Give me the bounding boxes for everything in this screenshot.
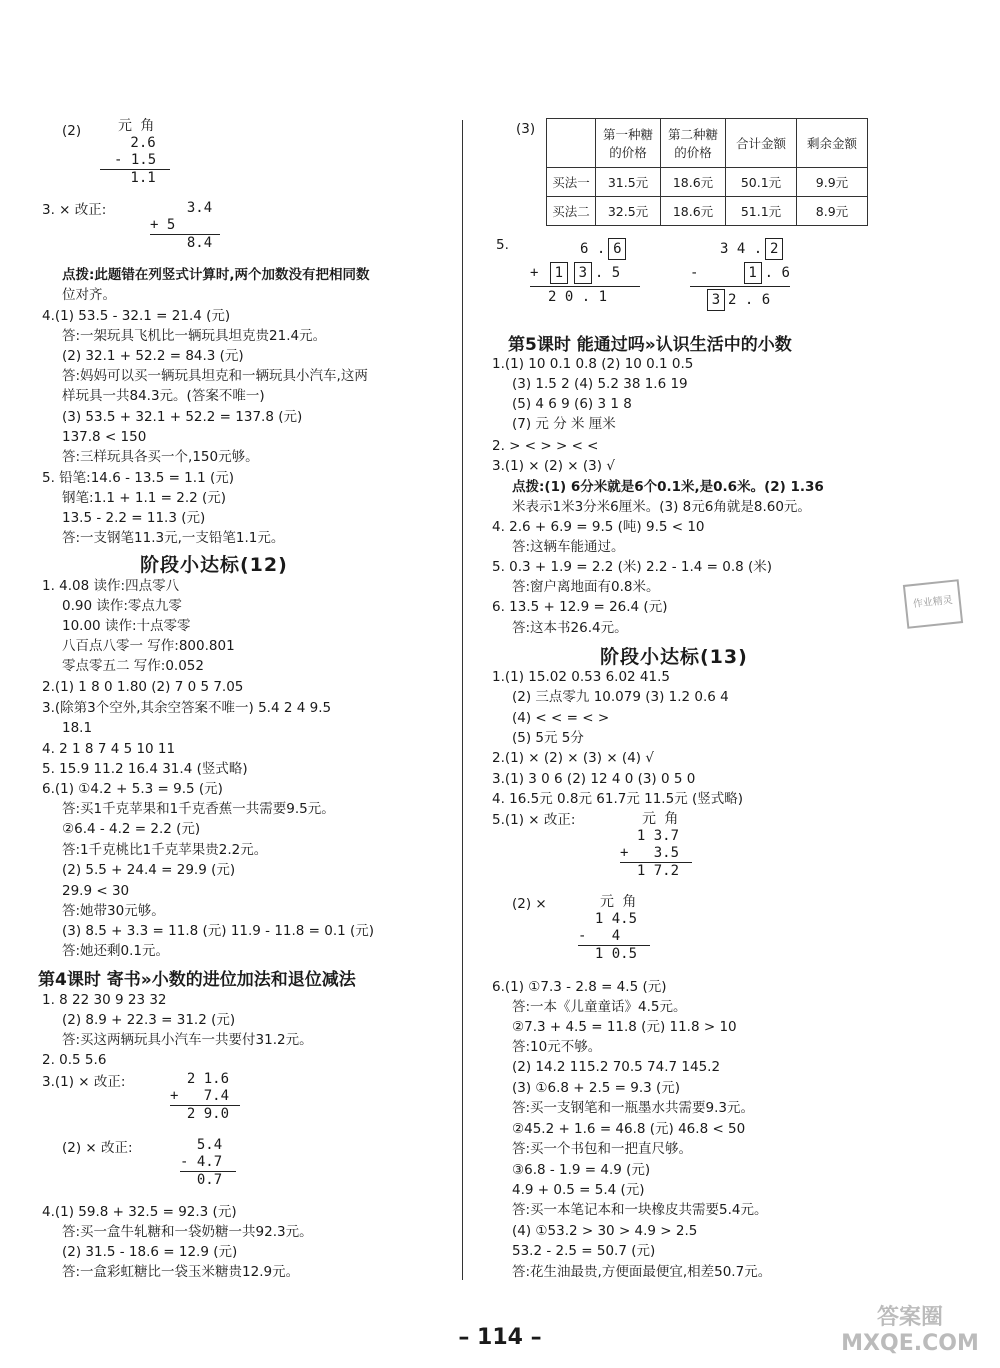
calc-result: 1 0.5 (578, 945, 650, 963)
answer-line: 答:她还剩0.1元。 (62, 943, 170, 959)
table-cell: 买法一 (547, 168, 596, 197)
calc-result: 1.1 (100, 169, 170, 187)
table-row (547, 168, 868, 197)
answer-line: 答:买一盒牛轧糖和一袋奶糖一共92.3元。 (62, 1224, 313, 1240)
answer-line: (2) 32.1 + 52.2 = 84.3 (元) (62, 348, 244, 364)
answer-line: (2) 5.5 + 24.4 = 29.9 (元) (62, 862, 236, 878)
lesson-heading: 第5课时 能通过吗»认识生活中的小数 (508, 335, 792, 355)
answer-line: (3) 8.5 + 3.3 = 11.8 (元) 11.9 - 11.8 = 0.1 (元) (62, 923, 375, 939)
calc-header: 元 角 (600, 894, 637, 910)
answer-line: 2. > < > > < < (492, 438, 599, 454)
blank-box: 3 (707, 289, 725, 311)
answer-line: 1.(1) 10 0.1 0.8 (2) 10 0.1 0.5 (492, 356, 694, 372)
vertical-calc (620, 811, 692, 880)
answer-line: (4) ①53.2 > 30 > 4.9 > 2.5 (512, 1223, 698, 1239)
answer-line: (7) 元 分 米 厘米 (512, 416, 616, 432)
stamp-logo: 作业精灵 (903, 579, 963, 629)
answer-line: 钢笔:1.1 + 1.1 = 2.2 (元) (62, 490, 227, 506)
answer-line: 2. 0.5 5.6 (42, 1052, 107, 1068)
calc-row: - 4 (578, 928, 621, 944)
answer-line: 3.(1) 3 0 6 (2) 12 4 0 (3) 0 5 0 (492, 771, 696, 787)
answer-line: 3.(除第3个空外,其余空答案不唯一) 5.4 2 4 9.5 (42, 700, 332, 716)
answer-line: (2) 31.5 - 18.6 = 12.9 (元) (62, 1244, 238, 1260)
calc-digits: 6 . (580, 241, 606, 257)
answer-line: 5. 铅笔:14.6 - 13.5 = 1.1 (元) (42, 470, 234, 486)
calc-row: - 1.5 (114, 152, 157, 168)
answer-line: 答:花生油最贵,方便面最便宜,相差50.7元。 (512, 1264, 772, 1280)
answer-line: (2) 8.9 + 22.3 = 31.2 (元) (62, 1012, 236, 1028)
tip-line: 米表示1米3分米6厘米。(3) 8元6角就是8.60元。 (512, 499, 811, 515)
answer-line: ②45.2 + 1.6 = 46.8 (元) 46.8 < 50 (512, 1121, 746, 1137)
answer-line: 6.(1) ①7.3 - 2.8 = 4.5 (元) (492, 979, 667, 995)
answer-line: 1. 8 22 30 9 23 32 (42, 992, 167, 1008)
calc-row: 1 3.7 (620, 828, 680, 844)
vertical-calc (578, 894, 650, 963)
answer-line: (3) 53.5 + 32.1 + 52.2 = 137.8 (元) (62, 409, 303, 425)
answer-line: 4. 16.5元 0.8元 61.7元 11.5元 (竖式略) (492, 791, 744, 807)
answer-line: 5. 0.3 + 1.9 = 2.2 (米) 2.2 - 1.4 = 0.8 (米) (492, 559, 773, 575)
price-table (546, 118, 868, 226)
calc-digits: 2 . 6 (728, 292, 771, 308)
calc-row: + 3.5 (620, 845, 680, 861)
vertical-calc (180, 1137, 236, 1189)
calc-digits: 3 4 . (720, 241, 763, 257)
table-cell: 32.5元 (596, 197, 661, 226)
calc-header: 元 角 (118, 118, 155, 134)
answer-line: 答:这辆车能通过。 (512, 539, 625, 555)
table-cell (547, 119, 596, 168)
table-cell: 第一种糖的价格 (596, 119, 661, 168)
answer-line: 答:买一本笔记本和一块橡皮共需要5.4元。 (512, 1202, 768, 1218)
table-cell: 51.1元 (726, 197, 797, 226)
table-header-row (547, 119, 868, 168)
answer-line: 2.(1) × (2) × (3) × (4) √ (492, 750, 654, 766)
answer-line: 答:1千克桃比1千克苹果贵2.2元。 (62, 842, 268, 858)
operator: - (690, 265, 699, 281)
table-cell: 合计金额 (726, 119, 797, 168)
answer-line: 3.(1) × 改正: (42, 1074, 126, 1090)
table-cell: 31.5元 (596, 168, 661, 197)
item-label: 5. (496, 237, 509, 253)
calc-digits: . 6 (764, 265, 790, 281)
answer-line: (2) × (512, 896, 547, 912)
table-cell: 9.9元 (797, 168, 868, 197)
answer-line: 137.8 < 150 (62, 429, 147, 445)
answer-line: (3) 1.5 2 (4) 5.2 38 1.6 19 (512, 376, 688, 392)
answer-line: (5) 5元 5分 (512, 730, 584, 746)
calc-result: 1 7.2 (620, 862, 692, 880)
calc-row: + 7.4 (170, 1088, 230, 1104)
blank-box: 1 (550, 262, 568, 284)
table-cell: 第二种糖的价格 (661, 119, 726, 168)
section-heading: 阶段小达标(12) (140, 554, 288, 576)
answer-line: 答:一本《儿童童话》4.5元。 (512, 999, 687, 1015)
box-calc-a (530, 238, 640, 306)
answer-line: 53.2 - 2.5 = 50.7 (元) (512, 1243, 656, 1259)
answer-line: 6.(1) ①4.2 + 5.3 = 9.5 (元) (42, 781, 223, 797)
answer-line: 3.(1) × (2) × (3) √ (492, 458, 615, 474)
table-cell: 18.6元 (661, 168, 726, 197)
lesson-heading: 第4课时 寄书»小数的进位加法和退位减法 (38, 970, 356, 990)
tip-line: 位对齐。 (62, 287, 116, 303)
calc-row: - 4.7 (180, 1154, 223, 1170)
calc-result: 8.4 (150, 234, 220, 252)
answer-line: 4.(1) 59.8 + 32.5 = 92.3 (元) (42, 1204, 237, 1220)
answer-line: 答:10元不够。 (512, 1039, 602, 1055)
answer-line: 4.9 + 0.5 = 5.4 (元) (512, 1182, 645, 1198)
answer-line: 答:她带30元够。 (62, 903, 165, 919)
answer-line: 6. 13.5 + 12.9 = 26.4 (元) (492, 599, 668, 615)
answer-line: 零点零五二 写作:0.052 (62, 658, 204, 674)
calc-header: 元 角 (642, 811, 679, 827)
blank-box: 3 (574, 262, 592, 284)
tip-line: 点拨:(1) 6分米就是6个0.1米,是0.6米。(2) 1.36 (512, 479, 824, 495)
answer-line: 答:三样玩具各买一个,150元够。 (62, 449, 259, 465)
answer-line: 13.5 - 2.2 = 11.3 (元) (62, 510, 206, 526)
calc-digits: . 5 (594, 265, 621, 281)
operator: + (530, 265, 539, 281)
answer-line: 18.1 (62, 720, 93, 736)
answer-line: 答:一架玩具飞机比一辆玩具坦克贵21.4元。 (62, 328, 327, 344)
calc-result: 0.7 (180, 1171, 236, 1189)
calc-result: 2 9.0 (170, 1105, 240, 1123)
calc-row: 1 4.5 (578, 911, 638, 927)
answer-line: 答:买1千克苹果和1千克香蕉一共需要9.5元。 (62, 801, 335, 817)
column-divider (462, 120, 463, 1280)
table-cell: 剩余金额 (797, 119, 868, 168)
answer-line: 4.(1) 53.5 - 32.1 = 21.4 (元) (42, 308, 231, 324)
blank-box: 1 (744, 262, 762, 284)
answer-line: 0.90 读作:零点九零 (62, 598, 182, 614)
vertical-calc (100, 118, 170, 187)
answer-line: 10.00 读作:十点零零 (62, 618, 191, 634)
answer-line: 5.(1) × 改正: (492, 812, 576, 828)
table-row (547, 197, 868, 226)
answer-line: (4) < < = < > (512, 710, 610, 726)
vertical-calc (150, 200, 220, 252)
watermark-logo: 答案圈 MXQE.COM (841, 1305, 979, 1356)
answer-line: 答:妈妈可以买一辆玩具坦克和一辆玩具小汽车,这两 (62, 368, 368, 384)
blank-box: 6 (608, 238, 626, 260)
answer-line: 样玩具一共84.3元。(答案不唯一) (62, 388, 265, 404)
blank-box: 2 (765, 238, 783, 260)
calc-row: + 5 (150, 217, 176, 233)
answer-line: (2) × 改正: (62, 1140, 133, 1156)
answer-line: 29.9 < 30 (62, 883, 130, 899)
calc-row: 3.4 (170, 200, 213, 216)
tip-line: 点拨:此题错在列竖式计算时,两个加数没有把相同数 (62, 267, 370, 283)
answer-line: ②7.3 + 4.5 = 11.8 (元) 11.8 > 10 (512, 1019, 737, 1035)
table-cell: 18.6元 (661, 197, 726, 226)
answer-line: 八百点八零一 写作:800.801 (62, 638, 235, 654)
vertical-calc (170, 1071, 240, 1123)
box-calc-b (690, 238, 790, 311)
answer-line: 答:这本书26.4元。 (512, 620, 628, 636)
calc-row: 5.4 (180, 1137, 223, 1153)
answer-line: 3. × 改正: (42, 202, 107, 218)
table-cell: 8.9元 (797, 197, 868, 226)
answer-line: 4. 2 1 8 7 4 5 10 11 (42, 741, 176, 757)
answer-line: 1.(1) 15.02 0.53 6.02 41.5 (492, 669, 670, 685)
answer-line: 答:买一支钢笔和一瓶墨水共需要9.3元。 (512, 1100, 755, 1116)
answer-line: 4. 2.6 + 6.9 = 9.5 (吨) 9.5 < 10 (492, 519, 705, 535)
answer-line: 1. 4.08 读作:四点零八 (42, 578, 180, 594)
table-cell: 50.1元 (726, 168, 797, 197)
answer-line: 答:窗户离地面有0.8米。 (512, 579, 660, 595)
item-label: (3) (516, 121, 536, 137)
page-number: – 114 – (458, 1325, 542, 1350)
answer-line: 5. 15.9 11.2 16.4 31.4 (竖式略) (42, 761, 248, 777)
answer-line: 答:一支钢笔11.3元,一支铅笔1.1元。 (62, 530, 285, 546)
answer-line: 2.(1) 1 8 0 1.80 (2) 7 0 5 7.05 (42, 679, 244, 695)
answer-line: 答:买这两辆玩具小汽车一共要付31.2元。 (62, 1032, 313, 1048)
answer-line: ③6.8 - 1.9 = 4.9 (元) (512, 1162, 651, 1178)
answer-line: ②6.4 - 4.2 = 2.2 (元) (62, 821, 201, 837)
table-cell: 买法二 (547, 197, 596, 226)
section-heading: 阶段小达标(13) (600, 646, 748, 668)
calc-row: 2.6 (122, 135, 156, 151)
item-label: (2) (62, 123, 82, 139)
answer-line: (2) 14.2 115.2 70.5 74.7 145.2 (512, 1059, 721, 1075)
answer-line: (5) 4 6 9 (6) 3 1 8 (512, 396, 632, 412)
answer-line: (2) 三点零九 10.079 (3) 1.2 0.6 4 (512, 689, 729, 705)
answer-line: (3) ①6.8 + 2.5 = 9.3 (元) (512, 1080, 681, 1096)
calc-row: 2 1.6 (170, 1071, 230, 1087)
answer-line: 答:一盒彩虹糖比一袋玉米糖贵12.9元。 (62, 1264, 300, 1280)
answer-line: 答:买一个书包和一把直尺够。 (512, 1141, 693, 1157)
calc-result: 2 0 . 1 (530, 286, 640, 306)
